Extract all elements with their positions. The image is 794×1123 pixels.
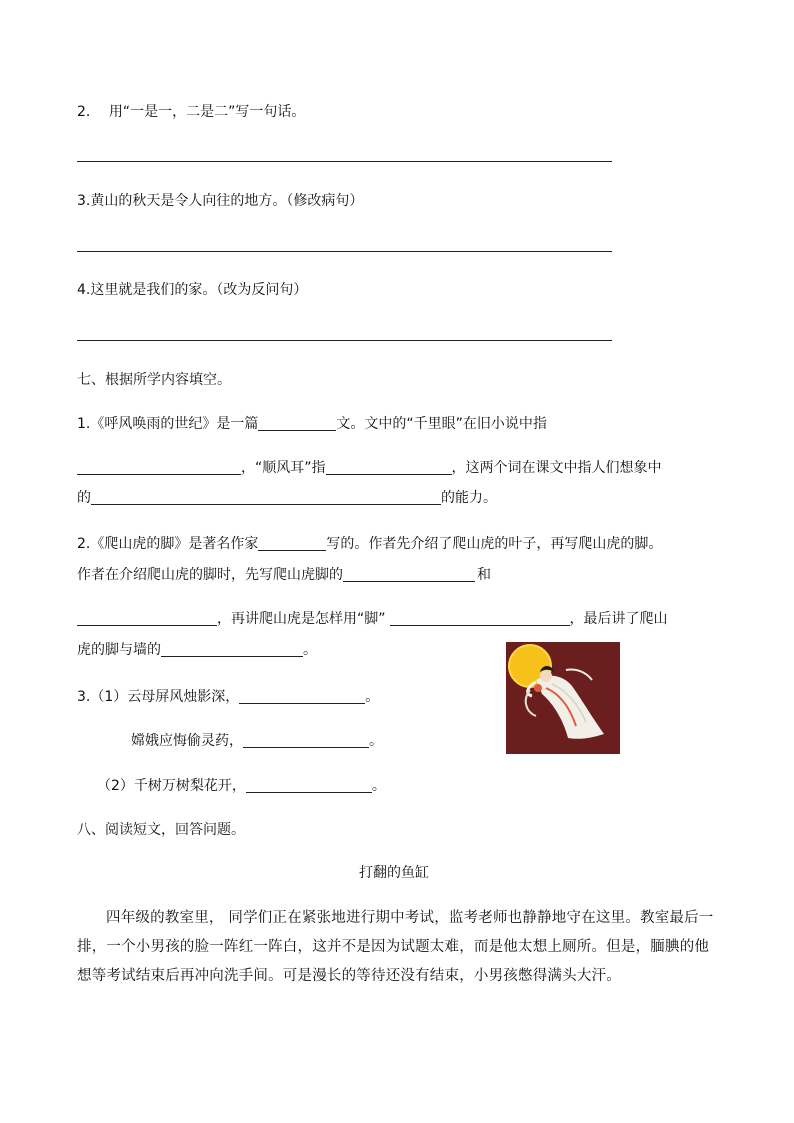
article-title: 打翻的鱼缸 bbox=[359, 865, 429, 881]
fill-2-line-1 bbox=[77, 534, 662, 554]
fill-2-text-b: 写的。作者先介绍了爬山虎的叶子，再写爬山虎的脚。 bbox=[326, 536, 663, 552]
fill-2-text-c: 作者在介绍爬山虎的脚时，先写爬山虎脚的 bbox=[77, 567, 343, 583]
fill-1-text-e: 的 bbox=[77, 490, 91, 506]
fill-1-text-a: 1.《呼风唤雨的世纪》是一篇 bbox=[77, 416, 259, 432]
fill-blank-wall[interactable] bbox=[161, 640, 303, 657]
fill-2-line-4 bbox=[77, 640, 317, 660]
fill-1-text-c: ，“顺风耳”指 bbox=[241, 460, 326, 476]
question-2-number: 2. bbox=[77, 104, 91, 120]
answer-line-2[interactable] bbox=[77, 161, 612, 162]
question-4: 4.这里就是我们的家。（改为反问句） bbox=[77, 282, 308, 298]
change-figure-icon bbox=[506, 642, 620, 754]
fill-1-text-b: 文。文中的“千里眼”在旧小说中指 bbox=[336, 416, 547, 432]
fill-blank-genre[interactable] bbox=[258, 414, 336, 431]
fill-blank-part-1[interactable] bbox=[343, 565, 475, 582]
question-2 bbox=[77, 102, 305, 122]
fill-1-line-3 bbox=[77, 488, 497, 508]
fill-2-line-2 bbox=[77, 565, 491, 585]
poem-blank-3[interactable] bbox=[246, 776, 372, 793]
fill-1-line-1 bbox=[77, 414, 547, 434]
fill-1-line-2 bbox=[77, 458, 662, 478]
fill-blank-ability[interactable] bbox=[91, 488, 441, 505]
question-3: 3.黄山的秋天是令人向往的地方。（修改病句） bbox=[77, 193, 364, 209]
poem-line-1 bbox=[77, 687, 379, 707]
fill-blank-shunfenger[interactable] bbox=[326, 458, 452, 475]
fill-2-text-h: 。 bbox=[303, 642, 317, 658]
poem-text-2: 嫦娥应悔偷灵药， bbox=[131, 733, 243, 749]
poem-blank-2[interactable] bbox=[243, 731, 369, 748]
change-illustration bbox=[506, 642, 620, 754]
fill-2-text-f: ，最后讲了爬山 bbox=[569, 611, 668, 627]
section-7-title: 七、根据所学内容填空。 bbox=[77, 372, 231, 388]
poem-end-3: 。 bbox=[371, 778, 386, 794]
fill-2-line-3 bbox=[77, 609, 668, 629]
poem-text-1: 3.（1）云母屏风烛影深， bbox=[77, 689, 240, 705]
fill-2-text-d: 和 bbox=[477, 567, 491, 583]
article-body bbox=[77, 904, 717, 991]
answer-line-3[interactable] bbox=[77, 251, 612, 252]
poem-line-3 bbox=[97, 776, 386, 796]
poem-blank-1[interactable] bbox=[239, 687, 365, 704]
section-8-title: 八、阅读短文，回答问题。 bbox=[77, 822, 245, 838]
fill-blank-how[interactable] bbox=[390, 609, 570, 626]
poem-text-3: （2）千树万树梨花开， bbox=[97, 778, 246, 794]
fill-2-text-e: ，再讲爬山虎是怎样用“脚” bbox=[217, 611, 386, 627]
fill-blank-part-2[interactable] bbox=[77, 609, 217, 626]
fill-blank-qianliyan[interactable] bbox=[77, 458, 241, 475]
fill-1-text-d: ，这两个词在课文中指人们想象中 bbox=[451, 460, 662, 476]
poem-end-2: 。 bbox=[369, 733, 383, 749]
fill-1-text-f: 的能力。 bbox=[441, 490, 497, 506]
fill-2-text-g: 虎的脚与墙的 bbox=[77, 642, 161, 658]
question-2-text: 用“一是一，二是二”写一句话。 bbox=[108, 104, 306, 120]
poem-line-2 bbox=[131, 731, 383, 751]
fill-2-text-a: 2.《爬山虎的脚》是著名作家 bbox=[77, 536, 259, 552]
answer-line-4[interactable] bbox=[77, 340, 612, 341]
poem-end-1: 。 bbox=[365, 689, 380, 705]
article-body-text: 四年级的教室里， 同学们正在紧张地进行期中考试，监考老师也静静地守在这里。教室最后一排，一个小男孩的脸一阵红一阵白，这并不是因为试题太难，而是他太想上厕所。但是，腼腆的他想等考试结束后再冲向洗手间。可是漫长的等待还没有结束，小男孩憋得满头大汗。 bbox=[77, 910, 714, 984]
fill-blank-author[interactable] bbox=[258, 534, 326, 551]
